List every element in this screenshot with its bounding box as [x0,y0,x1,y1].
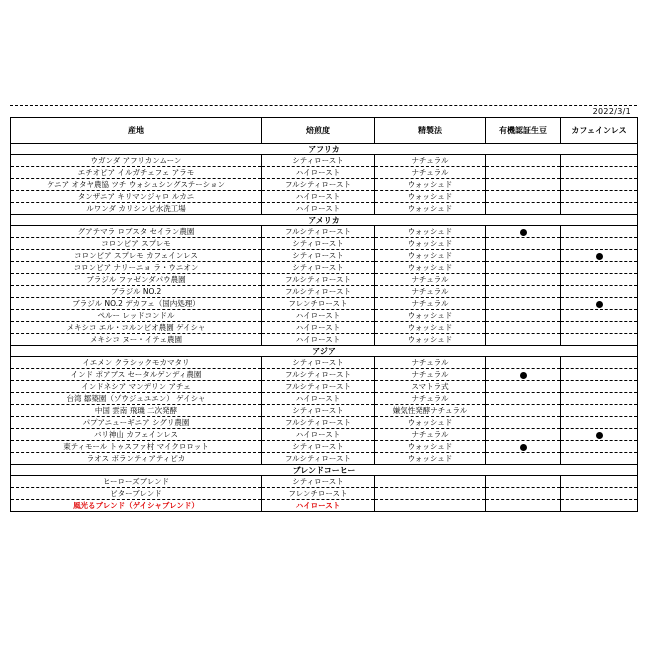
cell-name: グアテマラ ロブスタ セイラン農園 [11,226,262,238]
table-row [11,250,638,262]
category-row [11,346,638,357]
cell-decaf [561,369,638,381]
cell-name: メキシコ ヌー・イテェ農園 [11,334,262,346]
cell-process: ウォッシュド [375,453,486,465]
cell-name: 風光るブレンド（ゲイシャブレンド） [11,500,262,512]
table-row [11,238,638,250]
cell-roast: シティロースト [262,238,375,250]
cell-roast: フルシティロースト [262,369,375,381]
cell-process: ナチュラル [375,286,486,298]
cell-name: ルワンダ カリシンビ水洗工場 [11,203,262,215]
cell-organic [486,429,561,441]
table-body [11,144,638,512]
cell-process: ナチュラル [375,429,486,441]
cell-name: 台湾 鄒築園（ゾウジュユエン） ゲイシャ [11,393,262,405]
cell-roast: フルシティロースト [262,453,375,465]
table-row [11,334,638,346]
table-row [11,369,638,381]
cell-process: ウォッシュド [375,334,486,346]
cell-organic [486,369,561,381]
header-organic: 有機認証生豆 [486,118,561,144]
cell-decaf [561,203,638,215]
cell-process: ウォッシュド [375,191,486,203]
table-row [11,286,638,298]
category-row [11,215,638,226]
table-row [11,262,638,274]
table-row [11,381,638,393]
cell-name: メキシコ エル・コルンビオ農園 ゲイシャ [11,322,262,334]
cell-name: インド ポアブス セータルゲンディ農園 [11,369,262,381]
cell-roast: シティロースト [262,441,375,453]
table-row [11,417,638,429]
table-row [11,500,638,512]
cell-name: イエメン クラシックモカマタリ [11,357,262,369]
cell-roast: ハイロースト [262,393,375,405]
cell-organic [486,310,561,322]
cell-name: タンザニア キリマンジャロ ルカニ [11,191,262,203]
cell-decaf [561,441,638,453]
cell-name: ペルー レッドコンドル [11,310,262,322]
cell-decaf [561,500,638,512]
date-label: 2022/3/1 [592,107,631,116]
cell-organic [486,334,561,346]
table-row [11,441,638,453]
category-title: ブレンドコーヒー [11,465,638,476]
cell-name: ブラジル NO.2 デカフェ（国内処理） [11,298,262,310]
cell-organic [486,393,561,405]
cell-name: ウガンダ アフリカンムーン [11,155,262,167]
cell-name: ブラジル ファゼンダパウ農園 [11,274,262,286]
header-origin: 産地 [11,118,262,144]
cell-organic [486,191,561,203]
cell-roast: ハイロースト [262,191,375,203]
cell-roast: シティロースト [262,357,375,369]
cell-name: エチオピア イルガチェフェ アラモ [11,167,262,179]
header-roast: 焙煎度 [262,118,375,144]
cell-process: ナチュラル [375,393,486,405]
cell-roast: ハイロースト [262,203,375,215]
cell-process [375,476,486,488]
cell-name: バリ神山 カフェインレス [11,429,262,441]
cell-decaf [561,250,638,262]
cell-organic [486,322,561,334]
cell-name: コロンビア ナリーニョ ラ・ウニオン [11,262,262,274]
cell-name: パプアニューギニア シグリ農園 [11,417,262,429]
table-row [11,476,638,488]
cell-process: ウォッシュド [375,179,486,191]
cell-organic [486,250,561,262]
cell-decaf [561,310,638,322]
cell-organic [486,155,561,167]
cell-roast: シティロースト [262,250,375,262]
cell-organic [486,238,561,250]
organic-dot-icon [520,444,527,451]
cell-roast: シティロースト [262,262,375,274]
cell-roast: ハイロースト [262,500,375,512]
cell-process: ウォッシュド [375,203,486,215]
cell-roast: フレンチロースト [262,488,375,500]
cell-decaf [561,238,638,250]
cell-decaf [561,226,638,238]
table-row [11,488,638,500]
table-row [11,405,638,417]
header-process: 精製法 [375,118,486,144]
cell-organic [486,476,561,488]
cell-name: コロンビア スプレモ カフェインレス [11,250,262,262]
cell-decaf [561,488,638,500]
decaf-dot-icon [596,432,603,439]
cell-roast: ハイロースト [262,310,375,322]
cell-process: ナチュラル [375,369,486,381]
cell-name: ラオス ボランティアティピカ [11,453,262,465]
cell-organic [486,417,561,429]
cell-name: ヒーローズブレンド [11,476,262,488]
cell-process: ウォッシュド [375,238,486,250]
cell-roast: フルシティロースト [262,381,375,393]
cell-process: ナチュラル [375,274,486,286]
cell-decaf [561,453,638,465]
organic-dot-icon [520,372,527,379]
cell-name: インドネシア マンデリン アチェ [11,381,262,393]
category-title: アジア [11,346,638,357]
cell-process: ウォッシュド [375,262,486,274]
cell-roast: ハイロースト [262,429,375,441]
cell-organic [486,298,561,310]
cell-decaf [561,476,638,488]
cell-decaf [561,262,638,274]
table-row [11,155,638,167]
header-decaf: カフェインレス [561,118,638,144]
category-row [11,144,638,155]
cell-decaf [561,381,638,393]
cell-organic [486,167,561,179]
cell-process: ナチュラル [375,298,486,310]
cell-decaf [561,393,638,405]
table-row [11,393,638,405]
table-row [11,203,638,215]
cell-process [375,500,486,512]
cell-decaf [561,155,638,167]
cell-organic [486,286,561,298]
cell-decaf [561,334,638,346]
cell-organic [486,381,561,393]
cell-roast: フルシティロースト [262,274,375,286]
decaf-dot-icon [596,301,603,308]
cell-name: コロンビア スプレモ [11,238,262,250]
table-row [11,357,638,369]
cell-organic [486,357,561,369]
table-row [11,167,638,179]
cell-organic [486,274,561,286]
cell-name: ブラジル NO.2 [11,286,262,298]
cell-decaf [561,417,638,429]
cell-decaf [561,274,638,286]
cell-organic [486,405,561,417]
cell-process: ウォッシュド [375,441,486,453]
cell-decaf [561,405,638,417]
table-row [11,298,638,310]
table-row [11,322,638,334]
cell-roast: シティロースト [262,476,375,488]
cell-roast: フルシティロースト [262,286,375,298]
cell-decaf [561,357,638,369]
table-row [11,310,638,322]
cell-roast: フルシティロースト [262,179,375,191]
cell-process: ウォッシュド [375,322,486,334]
category-title: アメリカ [11,215,638,226]
cell-name: 東ティモール トゥスファ村 マイクロロット [11,441,262,453]
cell-decaf [561,286,638,298]
table-row [11,226,638,238]
cell-roast: ハイロースト [262,322,375,334]
cell-process: 嫌気性発酵ナチュラル [375,405,486,417]
decaf-dot-icon [596,253,603,260]
cell-process [375,488,486,500]
category-title: アフリカ [11,144,638,155]
cell-decaf [561,167,638,179]
cell-organic [486,179,561,191]
cell-decaf [561,322,638,334]
cell-process: ナチュラル [375,167,486,179]
cell-roast: シティロースト [262,405,375,417]
table-row [11,453,638,465]
cell-organic [486,488,561,500]
organic-dot-icon [520,229,527,236]
cell-decaf [561,191,638,203]
cell-decaf [561,429,638,441]
cell-organic [486,441,561,453]
cell-process: ウォッシュド [375,310,486,322]
cell-process: ウォッシュド [375,250,486,262]
cell-roast: ハイロースト [262,334,375,346]
category-row [11,465,638,476]
cell-process: ウォッシュド [375,226,486,238]
top-dashed-line [10,105,637,106]
cell-roast: シティロースト [262,155,375,167]
cell-process: ナチュラル [375,155,486,167]
table-row [11,179,638,191]
coffee-menu-table [10,117,638,512]
cell-roast: フルシティロースト [262,417,375,429]
table-row [11,274,638,286]
table-row [11,429,638,441]
cell-organic [486,500,561,512]
cell-name: 中国 雲南 飛璣 二次発酵 [11,405,262,417]
cell-roast: フルシティロースト [262,226,375,238]
cell-organic [486,453,561,465]
cell-process: ウォッシュド [375,417,486,429]
cell-organic [486,226,561,238]
cell-roast: ハイロースト [262,167,375,179]
cell-organic [486,262,561,274]
header-row [11,118,638,144]
cell-name: ケニア オタヤ農協 ツチ ウォシュシングステーション [11,179,262,191]
table-row [11,191,638,203]
cell-name: ビターブレンド [11,488,262,500]
cell-process: スマトラ式 [375,381,486,393]
cell-decaf [561,179,638,191]
cell-process: ナチュラル [375,357,486,369]
cell-decaf [561,298,638,310]
cell-roast: フレンチロースト [262,298,375,310]
cell-organic [486,203,561,215]
